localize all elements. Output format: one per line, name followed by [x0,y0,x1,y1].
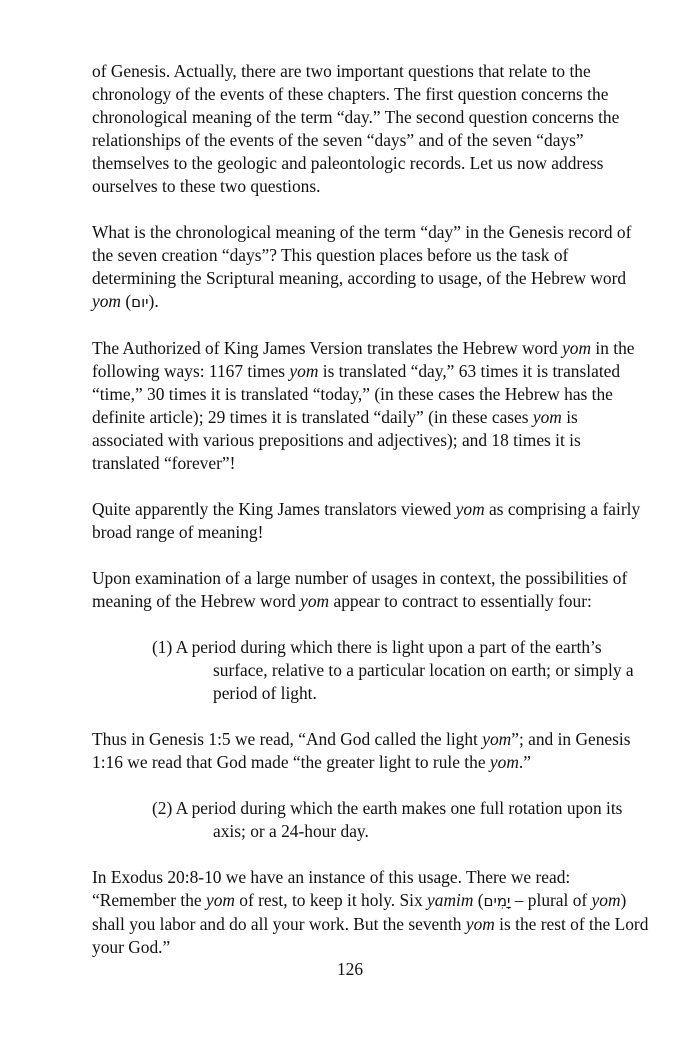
body-paragraph [92,221,652,314]
italic-term: yom [465,914,495,934]
text-run: of Genesis. Actually, there are two important questions that relate to the chronology of the events of these chapters. The first question concerns the chronological meaning of the term “day.” The second question concerns the relationships of the events of the seven “days” and of the seven “days” themselves to the geologic and paleontologic records. Let us now address ourselves to these two questions. [92,61,620,196]
page-body [92,60,652,959]
text-run: in the following ways: 1167 times [92,338,635,381]
text-run: – plural of [510,890,592,910]
italic-term: yom [489,752,519,772]
italic-term: yom [562,338,592,358]
numbered-item [152,636,652,705]
body-paragraph [92,60,652,198]
text-run: as comprising a fairly broad range of meaning! [92,499,641,542]
body-paragraph [92,337,652,475]
italic-term: yom [455,499,485,519]
hebrew-word: יום [131,293,149,311]
text-run: is associated with various prepositions and adjectives); and 18 times it is translated “forever”! [92,407,581,473]
text-run: ) shall you labor and do all your work. But the seventh [92,890,627,934]
text-run: The Authorized of King James Version translates the Hebrew word [92,338,563,358]
text-run: (2) A period during which the earth makes one full rotation upon its axis; or a 24-hour day. [152,798,623,841]
text-run: ( [473,890,484,910]
body-paragraph [92,567,652,613]
text-run: Quite apparently the King James translators viewed [92,499,456,519]
text-run: appear to contract to essentially four: [329,591,592,611]
hebrew-word: יָמִים [483,892,511,910]
numbered-item [152,797,652,843]
text-run: (1) A period during which there is light upon a part of the earth’s surface, relative to a particular location on earth; or simply a period of light. [152,637,634,703]
italic-term: yom [289,361,319,381]
body-paragraph [92,498,652,544]
italic-term: yom [591,890,621,910]
text-run: Thus in Genesis 1:5 we read, “And God called the light [92,729,483,749]
text-run: .” [518,752,531,772]
text-run: In Exodus 20:8-10 we have an instance of this usage. There we read: “Remember the [92,867,571,910]
text-run: Upon examination of a large number of usages in context, the possibilities of meaning of the Hebrew word [92,568,628,611]
italic-term: yamim [427,890,474,910]
italic-term: yom [482,729,512,749]
text-run: ”; and in Genesis 1:16 we read that God made “the greater light to rule the [92,729,631,772]
text-run: What is the chronological meaning of the term “day” in the Genesis record of the seven creation “days”? This question places before us the task of determining the Scriptural meaning, according to usage, of the Hebrew word [92,222,632,288]
body-paragraph [92,728,652,774]
italic-term: yom [92,291,121,311]
italic-term: yom [532,407,562,427]
page-number: 126 [336,959,364,979]
italic-term: yom [205,890,235,910]
text-run: is the rest of the Lord your God.” [92,914,649,957]
italic-term: yom [300,591,330,611]
body-paragraph [92,866,652,959]
text-run: is translated “day,” 63 times it is translated “time,” 30 times it is translated “today,” (in these cases the Hebrew has the definite article); 29 times it is translated “daily” (in these cases [92,361,621,427]
text-run: ). [148,291,159,311]
text-run: ( [120,291,132,311]
text-run: of rest, to keep it holy. Six [234,890,428,910]
